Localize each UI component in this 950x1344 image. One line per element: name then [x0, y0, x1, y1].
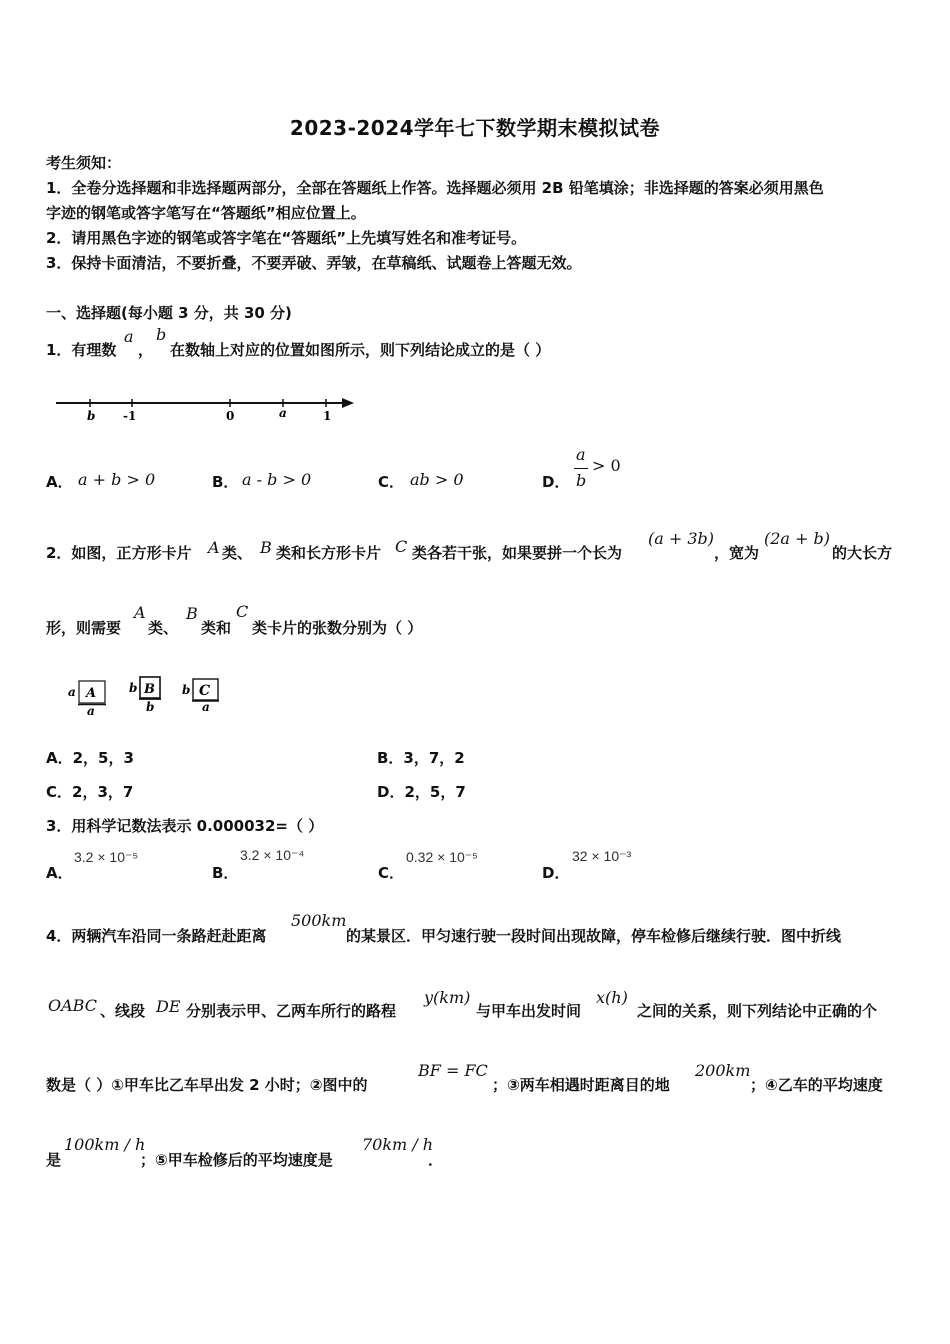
q1-stem-start: 1．有理数 [46, 341, 117, 359]
q2-stem-2: 类、 [222, 544, 253, 562]
page-title: 2023-2024学年七下数学期末模拟试卷 [289, 116, 661, 140]
section-heading: 一、选择题(每小题 3 分，共 30 分) [46, 304, 292, 322]
q1-option-a-expr: a + b > 0 [78, 470, 156, 489]
q1-option-c-expr: ab > 0 [410, 470, 464, 489]
q4-stem-8: ；③两车相遇时距离目的地 [492, 1076, 670, 1094]
q2-var-C: C [395, 537, 408, 556]
axis-label-one: 1 [323, 409, 332, 423]
q4-x-h: x(h) [596, 988, 628, 1007]
q1-stem-end: 在数轴上对应的位置如图所示，则下列结论成立的是（ ） [170, 341, 551, 359]
q4-stem-2: 的某景区．甲匀速行驶一段时间出现故障，停车检修后继续行驶．图中折线 [346, 927, 842, 945]
card-b-bottom: b [146, 700, 155, 714]
q4-stem-3: 、线段 [100, 1002, 146, 1020]
q4-stem-6: 之间的关系，则下列结论中正确的个 [637, 1002, 878, 1020]
q3-option-b-value: 3.2 × 10⁻⁴ [240, 847, 305, 863]
q3-option-d-label: D． [542, 864, 570, 882]
q4-70kmh: 70km / h [362, 1135, 434, 1154]
card-c-side: b [182, 683, 191, 697]
q4-stem-1: 4．两辆汽车沿同一条路赶赴距离 [46, 927, 267, 945]
q2-option-b: B．3，7，2 [377, 749, 465, 767]
q1-option-c-label: C． [378, 473, 405, 491]
q2-option-d: D．2，5，7 [377, 783, 466, 801]
q2-line2-var-C: C [236, 602, 249, 621]
q1-option-d-rest: > 0 [592, 456, 621, 475]
q2-line2-2: 类、 [148, 619, 179, 637]
q1-option-d-label: D． [542, 473, 570, 491]
q4-y-km: y(km) [424, 988, 471, 1007]
notice-heading: 考生须知： [46, 154, 122, 172]
q1-sep: ， [138, 341, 154, 359]
q2-length-expr: (a + 3b) [648, 529, 715, 548]
q4-oabc: OABC [48, 996, 97, 1015]
q3-option-b-label: B． [212, 864, 239, 882]
axis-label-b: b [87, 409, 96, 423]
card-a [68, 681, 106, 716]
q4-stem-11: ；⑤甲车检修后的平均速度是 [140, 1151, 333, 1169]
notice-line-1a: 1．全卷分选择题和非选择题两部分，全部在答题纸上作答。选择题必须用 2B 铅笔填涂；非选择题的答案必须用黑色 [46, 179, 824, 197]
card-b-side: b [129, 681, 138, 695]
card-b [129, 677, 161, 714]
fraction-numerator: a [576, 445, 586, 464]
q2-var-A: A [208, 538, 220, 557]
number-line-figure [50, 390, 360, 426]
q4-stem-5: 与甲车出发时间 [476, 1002, 582, 1020]
card-a-side: a [68, 685, 76, 699]
q1-option-a-label: A． [46, 473, 73, 491]
q2-line2-1: 形，则需要 [46, 619, 122, 637]
q3-option-a-value: 3.2 × 10⁻⁵ [74, 849, 139, 865]
q1-option-b-expr: a - b > 0 [242, 470, 312, 489]
fraction-bar [574, 468, 588, 469]
q2-option-c: C．2，3，7 [46, 783, 134, 801]
cards-figure [64, 670, 244, 716]
q3-option-d-value: 32 × 10⁻³ [572, 848, 632, 864]
q2-line2-3: 类和 [201, 619, 232, 637]
q4-100kmh: 100km / h [64, 1135, 146, 1154]
q4-stem-10: 是 [46, 1151, 62, 1169]
axis-label-minus1: -1 [123, 409, 137, 423]
q2-stem-1: 2．如图，正方形卡片 [46, 544, 192, 562]
q2-stem-6: 的大长方 [832, 544, 893, 562]
q1-option-d-fraction [574, 445, 594, 493]
axis-label-zero: 0 [226, 409, 235, 423]
q3-option-a-label: A． [46, 864, 73, 882]
card-a-bottom: a [87, 704, 95, 716]
q2-line2-var-A: A [134, 603, 146, 622]
q2-stem-5: ，宽为 [714, 544, 760, 562]
fraction-denominator: b [576, 471, 587, 490]
q4-distance: 500km [291, 911, 347, 930]
axis-label-a: a [279, 406, 287, 420]
q2-stem-3: 类和长方形卡片 [276, 544, 382, 562]
q4-bf-fc: BF = FC [418, 1061, 488, 1080]
card-b-label: B [144, 682, 155, 697]
card-a-label: A [86, 686, 97, 701]
q2-line2-4: 类卡片的张数分别为（ ） [252, 619, 423, 637]
q2-option-a: A．2，5，3 [46, 749, 134, 767]
card-c-bottom: a [202, 700, 210, 714]
q3-stem: 3．用科学记数法表示 0.000032=（ ） [46, 817, 324, 835]
notice-line-3: 3．保持卡面清洁，不要折叠，不要弄破、弄皱，在草稿纸、试题卷上答题无效。 [46, 254, 582, 272]
card-c-label: C [199, 683, 211, 699]
q1-option-b-label: B． [212, 473, 239, 491]
q3-option-c-label: C． [378, 864, 405, 882]
q1-var-b: b [156, 325, 167, 344]
notice-line-2: 2．请用黑色字迹的钢笔或答字笔在“答题纸”上先填写姓名和准考证号。 [46, 229, 527, 247]
notice-line-1b: 字迹的钢笔或答字笔写在“答题纸”相应位置上。 [46, 204, 366, 222]
q4-stem-7: 数是（ ）①甲车比乙车早出发 2 小时；②图中的 [46, 1076, 368, 1094]
q4-de: DE [156, 997, 181, 1016]
q4-stem-9: ；④乙车的平均速度 [750, 1076, 883, 1094]
q4-200km: 200km [695, 1061, 751, 1080]
q2-var-B: B [260, 538, 272, 557]
q2-width-expr: (2a + b) [764, 529, 831, 548]
q4-stem-4: 分别表示甲、乙两车所行的路程 [186, 1002, 397, 1020]
q3-option-c-value: 0.32 × 10⁻⁵ [406, 849, 478, 865]
q2-line2-var-B: B [186, 604, 198, 623]
q1-var-a: a [124, 327, 134, 346]
q2-stem-4: 类各若干张，如果要拼一个长为 [412, 544, 623, 562]
q4-stem-12: ． [428, 1151, 444, 1169]
card-c [182, 679, 219, 714]
